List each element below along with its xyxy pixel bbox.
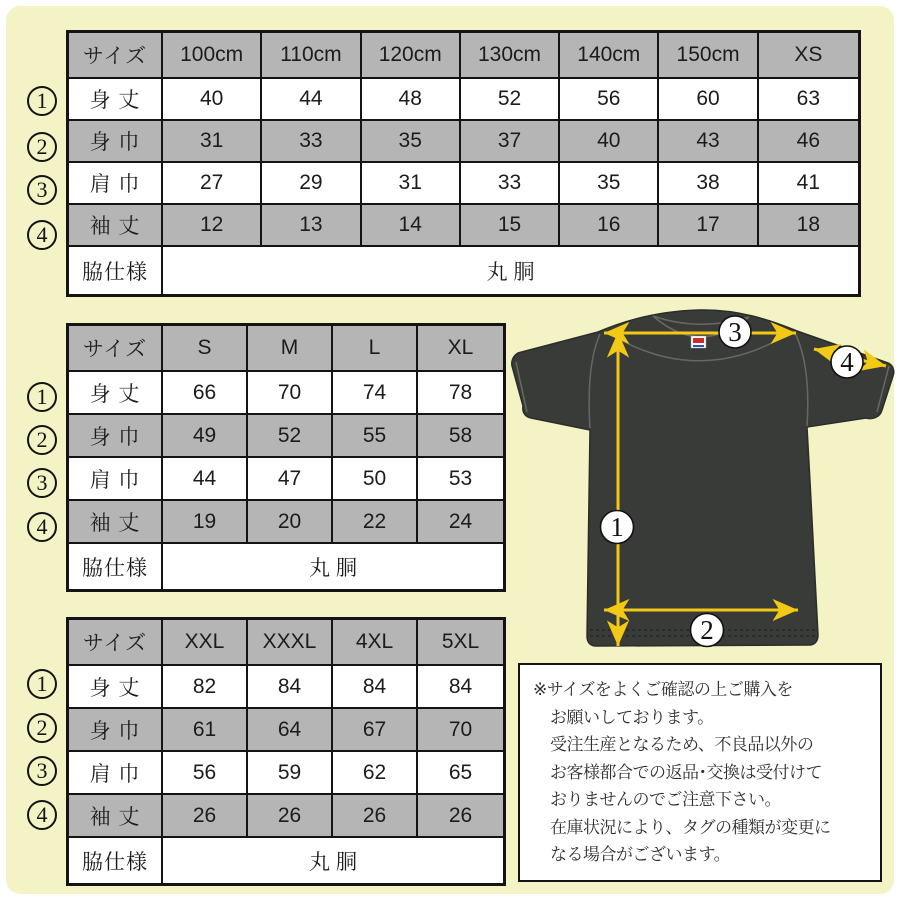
- value-cell: 38: [659, 163, 758, 205]
- value-cell: 26: [418, 795, 503, 838]
- value-cell: 55: [333, 415, 418, 458]
- value-cell: 56: [163, 752, 248, 795]
- value-cell: 15: [461, 205, 560, 247]
- diagram-marker-4: 4: [840, 347, 854, 377]
- note-line: お願いしております。: [550, 707, 714, 727]
- size-header-cell: サイズ: [69, 33, 163, 79]
- value-cell: 61: [163, 709, 248, 752]
- value-cell: 74: [333, 372, 418, 415]
- value-cell: 48: [362, 79, 461, 121]
- value-cell: 33: [461, 163, 560, 205]
- row-label-cell: 袖 丈: [69, 795, 163, 838]
- value-cell: 40: [163, 79, 262, 121]
- row-label-cell: 肩 巾: [69, 752, 163, 795]
- row-label-cell: 身 丈: [69, 79, 163, 121]
- note-line: 在庫状況により、タグの種類が変更に: [550, 817, 831, 837]
- footer-value-cell: 丸 胴: [163, 544, 503, 589]
- value-cell: 52: [461, 79, 560, 121]
- column-header-cell: XXL: [163, 620, 248, 666]
- column-header-cell: 150cm: [659, 33, 758, 79]
- marker-3-shoulder: 3: [27, 468, 57, 498]
- size-table-s-xl: [66, 323, 506, 592]
- value-cell: 27: [163, 163, 262, 205]
- row-label-cell: 身 巾: [69, 121, 163, 163]
- value-cell: 70: [418, 709, 503, 752]
- column-header-cell: XL: [418, 326, 503, 372]
- footer-label-cell: 脇仕様: [69, 544, 163, 589]
- value-cell: 63: [759, 79, 858, 121]
- note-line: おりませんのでご注意下さい。: [550, 790, 781, 809]
- value-cell: 56: [560, 79, 659, 121]
- value-cell: 44: [262, 79, 361, 121]
- value-cell: 52: [248, 415, 333, 458]
- column-header-cell: XXXL: [248, 620, 333, 666]
- value-cell: 20: [248, 501, 333, 544]
- column-header-cell: M: [248, 326, 333, 372]
- tshirt-diagram: [500, 300, 895, 662]
- value-cell: 35: [560, 163, 659, 205]
- value-cell: 12: [163, 205, 262, 247]
- value-cell: 17: [659, 205, 758, 247]
- value-cell: 26: [163, 795, 248, 838]
- value-cell: 31: [163, 121, 262, 163]
- footer-label-cell: 脇仕様: [69, 838, 163, 883]
- footer-value-cell: 丸 胴: [163, 247, 858, 294]
- note-line: ※サイズをよくご確認の上ご購入を: [533, 680, 793, 699]
- value-cell: 84: [333, 666, 418, 709]
- value-cell: 47: [248, 458, 333, 501]
- value-cell: 26: [333, 795, 418, 838]
- note-line: お客様都合での返品･交換は受付けて: [550, 762, 822, 782]
- column-header-cell: 100cm: [163, 33, 262, 79]
- value-cell: 43: [659, 121, 758, 163]
- row-label-cell: 身 丈: [69, 666, 163, 709]
- column-header-cell: 140cm: [560, 33, 659, 79]
- column-header-cell: L: [333, 326, 418, 372]
- column-header-cell: XS: [759, 33, 858, 79]
- row-label-cell: 身 丈: [69, 372, 163, 415]
- row-label-cell: 肩 巾: [69, 458, 163, 501]
- value-cell: 84: [418, 666, 503, 709]
- value-cell: 31: [362, 163, 461, 205]
- value-cell: 37: [461, 121, 560, 163]
- value-cell: 26: [248, 795, 333, 838]
- column-header-cell: 130cm: [461, 33, 560, 79]
- value-cell: 53: [418, 458, 503, 501]
- value-cell: 84: [248, 666, 333, 709]
- marker-1-body-length: 1: [27, 669, 57, 699]
- value-cell: 40: [560, 121, 659, 163]
- value-cell: 50: [333, 458, 418, 501]
- column-header-cell: S: [163, 326, 248, 372]
- marker-2-body-width: 2: [27, 425, 57, 455]
- size-header-cell: サイズ: [69, 326, 163, 372]
- size-table-xxl-5xl: [66, 617, 506, 886]
- note-line: 受注生産となるため、不良品以外の: [550, 735, 814, 754]
- column-header-cell: 110cm: [262, 33, 361, 79]
- marker-1-body-length: 1: [27, 382, 57, 412]
- value-cell: 82: [163, 666, 248, 709]
- note-line: なる場合がございます。: [550, 845, 731, 864]
- column-header-cell: 120cm: [362, 33, 461, 79]
- column-header-cell: 4XL: [333, 620, 418, 666]
- value-cell: 13: [262, 205, 361, 247]
- value-cell: 18: [759, 205, 858, 247]
- marker-3-shoulder: 3: [27, 756, 57, 786]
- value-cell: 19: [163, 501, 248, 544]
- value-cell: 29: [262, 163, 361, 205]
- row-label-cell: 袖 丈: [69, 501, 163, 544]
- diagram-marker-1: 1: [610, 512, 624, 542]
- value-cell: 44: [163, 458, 248, 501]
- value-cell: 67: [333, 709, 418, 752]
- row-label-cell: 身 巾: [69, 709, 163, 752]
- value-cell: 64: [248, 709, 333, 752]
- footer-value-cell: 丸 胴: [163, 838, 503, 883]
- marker-4-sleeve: 4: [27, 220, 57, 250]
- marker-2-body-width: 2: [27, 713, 57, 743]
- marker-1-body-length: 1: [27, 86, 57, 116]
- value-cell: 62: [333, 752, 418, 795]
- value-cell: 66: [163, 372, 248, 415]
- marker-4-sleeve: 4: [27, 800, 57, 830]
- value-cell: 58: [418, 415, 503, 458]
- value-cell: 60: [659, 79, 758, 121]
- value-cell: 14: [362, 205, 461, 247]
- row-label-cell: 肩 巾: [69, 163, 163, 205]
- neck-label: [691, 336, 706, 348]
- column-header-cell: 5XL: [418, 620, 503, 666]
- value-cell: 78: [418, 372, 503, 415]
- value-cell: 16: [560, 205, 659, 247]
- row-label-cell: 身 巾: [69, 415, 163, 458]
- value-cell: 35: [362, 121, 461, 163]
- value-cell: 41: [759, 163, 858, 205]
- marker-3-shoulder: 3: [27, 175, 57, 205]
- marker-2-body-width: 2: [27, 132, 57, 162]
- diagram-marker-3: 3: [728, 317, 742, 347]
- value-cell: 65: [418, 752, 503, 795]
- value-cell: 59: [248, 752, 333, 795]
- size-table-kids: [66, 30, 861, 297]
- value-cell: 22: [333, 501, 418, 544]
- purchase-note: [518, 663, 882, 882]
- footer-label-cell: 脇仕様: [69, 247, 163, 294]
- value-cell: 70: [248, 372, 333, 415]
- diagram-marker-2: 2: [700, 615, 714, 645]
- value-cell: 49: [163, 415, 248, 458]
- marker-4-sleeve: 4: [27, 512, 57, 542]
- size-header-cell: サイズ: [69, 620, 163, 666]
- value-cell: 24: [418, 501, 503, 544]
- value-cell: 46: [759, 121, 858, 163]
- value-cell: 33: [262, 121, 361, 163]
- row-label-cell: 袖 丈: [69, 205, 163, 247]
